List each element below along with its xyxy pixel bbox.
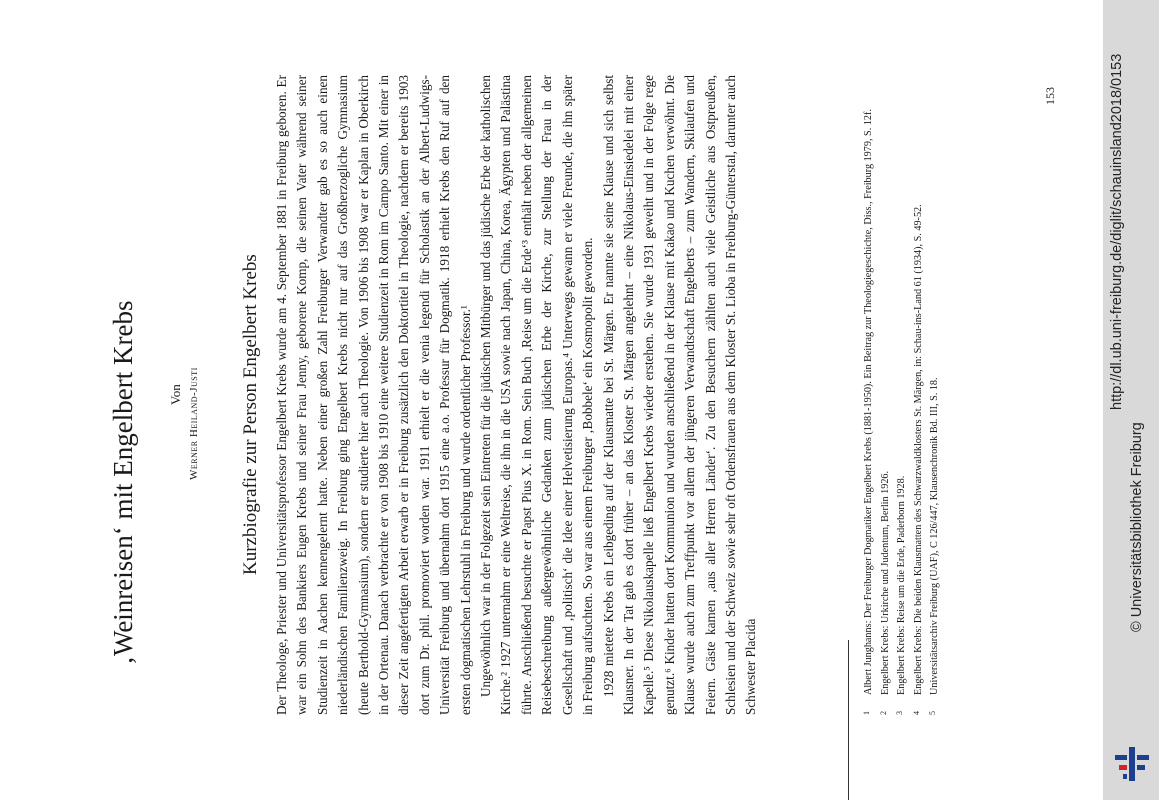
section-heading: Kurzbiografie zur Person Engelbert Krebs	[240, 254, 261, 575]
footnote-number: 3	[895, 711, 905, 715]
footnote-text: Engelbert Krebs: Reise um die Erde, Paderborn 1928.	[896, 475, 908, 695]
author-name: Werner Heiland-Justi	[188, 367, 200, 480]
copyright-notice: © Universitätsbibliothek Freiburg	[1129, 422, 1145, 632]
footnotes	[862, 75, 945, 715]
footnote	[912, 75, 926, 715]
footnote-number: 1	[862, 711, 871, 715]
paragraph: Der Theologe, Priester und Universitätsprofessor Engelbert Krebs wurde am 4. September 1881 in Freiburg geboren. Er war ein Sohn des Bankiers Eugen Krebs und seiner Frau Jenny, geborene Komp, die seinen Vater während seiner Studienzeit in Aachen kennengelernt hatte. Neben einer großen Zahl Freiburger Verwandter gab es so auch einen niederländischen Familienzweig. In Freiburg ging Engelbert Krebs nicht nur auf das Großherzogliche Gymnasium (heute Berthold-Gymnasium), sondern er studierte hier auch Theologie. Von 1906 bis 1908 war er Kaplan in Oberkirch in der Ortenau. Danach verbrachte er von 1908 bis 1910 eine weitere Studienzeit in Rom im Campo Santo. Mit einer in dieser Zeit angefertigten Arbeit erwarb er in Freiburg zusätzlich den Doktortitel in Theologie, nachdem er bereits 1903 dort zum Dr. phil. promoviert worden war. 1911 erhielt er die venia legendi für Scholastik an der Albert-Ludwigs-Universität Freiburg und übernahm dort 1915 eine a.o. Professur für Dogmatik. 1918 erhielt Krebs den Ruf auf den ersten dogmatischen Lehrstuhl in Freiburg und wurde ordentlicher Professor.¹	[274, 75, 473, 715]
footnote-number: 2	[878, 711, 888, 715]
footnote-number: 4	[911, 711, 921, 715]
body-text	[272, 75, 762, 715]
footnote	[879, 75, 893, 715]
library-sidebar	[1103, 0, 1159, 800]
footnote-text: Engelbert Krebs: Die beiden Klausmatten des Schwarzwaldklosters St. Märgen, in: Schau-ins-Land 61 (1934), S. 49-52.	[912, 204, 924, 695]
ub-freiburg-logo-icon	[1113, 745, 1151, 783]
page-number: 153	[1043, 87, 1057, 105]
footnote-text: Universitätsarchiv Freiburg (UAF), C 126/447, Klausenchronik Bd. III, S. 18.	[929, 377, 941, 695]
footnote	[862, 75, 876, 715]
footnote-text: Albert Junghanns: Der Freiburger Dogmatiker Engelbert Krebs (1881-1950). Ein Beitrag zur Theologiegeschichte, Diss., Freiburg 1979, S. 12f.	[863, 109, 874, 695]
footnote	[895, 75, 909, 715]
article-title: ‚Weinreisen‘ mit Engelbert Krebs	[108, 300, 138, 665]
footnote-divider	[848, 640, 849, 800]
paragraph: Ungewöhnlich war in der Folgezeit sein Eintreten für die jüdischen Mitbürger und das jüdische Erbe der katholischen Kirche.² 1927 unternahm er eine Weltreise, die ihn in die USA sowie nach Japan, China, Korea, Ägypten und Palästina führte. Anschließend besuchte er Papst Pius X. in Rom. Sein Buch ‚Reise um die Erde‘³ enthält neben der allgemeinen Reisebeschreibung außergewöhnliche Gedanken zum jüdischen Erbe der Kirche, zur Stellung der Frau in der Gesellschaft und ‚politisch‘ die Idee einer Helvetisierung Europas.⁴ Unterwegs gewann er viele Freunde, die ihn später in Freiburg aufsuchten. So war aus einem Freiburger ‚Bobbele‘ ein Kosmopolit geworden.	[478, 75, 596, 715]
footnote-text: Engelbert Krebs: Urkirche und Judentum, Berlin 1926.	[879, 470, 891, 695]
footnote	[928, 75, 942, 715]
paragraph: 1928 mietete Krebs ein Leibgeding auf der Klausmatte bei St. Märgen. Er nannte sie seine Klause und sich selbst Klausner. In der Tat gab es dort früher – an das Kloster St. Märgen angelehnt – eine Nikolaus-Einsiedelei mit einer Kapelle.⁵ Diese Nikolauskapelle ließ Engelbert Krebs wieder erstehen. Sie wurde 1931 geweiht und in der Folge rege genutzt.⁶ Kinder hatten dort Kommunion und wurden anschließend in der Klause mit Kakao und Kuchen verwöhnt. Die Klause wurde auch zum Treffpunkt vor allem der jüngeren Verwandtschaft Engelberts – zum Wandern, Skilaufen und Feiern. Gäste kamen ‚aus aller Herren Länder‘. Zu den Besuchern zählten auch viele Geistliche aus Ostpreußen, Schlesien und der Schweiz sowie sehr oft Ordensfrauen aus dem Kloster St. Lioba in Freiburg-Günterstal, darunter auch Schwester Placida	[600, 75, 759, 715]
byline-von: Von	[168, 384, 183, 405]
footnote-number: 5	[928, 711, 938, 715]
permalink-url[interactable]: http://dl.ub.uni-freiburg.de/diglit/schauinsland2018/0153	[1109, 53, 1125, 410]
